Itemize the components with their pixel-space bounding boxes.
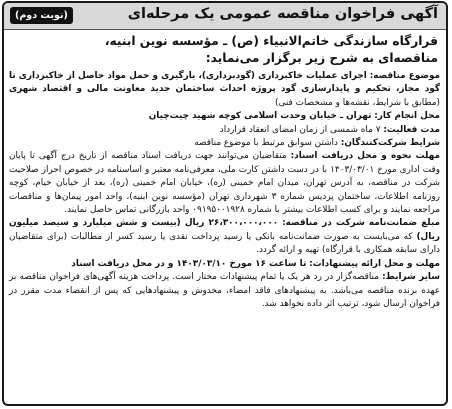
bidder-conditions-label: شرایط شرکت‌کنندگان: xyxy=(340,138,440,149)
duration-text: ۷ ماه شمسی از زمان امضای انعقاد قرارداد xyxy=(219,124,381,135)
notice-body xyxy=(9,70,440,401)
subject-note: (مطابق با شرایط، نقشه‌ها و مشخصات فنی) xyxy=(275,97,440,108)
notice-title: آگهی فراخوان مناقصه عمومی یک مرحله‌ای xyxy=(127,6,438,22)
bidder-conditions-text: داشتن سوابق مرتبط با موضوع مناقصه xyxy=(194,138,338,149)
duration-label: مدت فعالیت: xyxy=(383,124,440,135)
organizer-line-2: مناقصه‌ای به شرح زیر برگزار می‌نماید: xyxy=(205,51,438,65)
tender-notice xyxy=(2,1,448,406)
section-duration xyxy=(9,124,440,137)
other-conditions-label: سایر شرایط: xyxy=(382,272,440,283)
section-guarantee xyxy=(9,217,440,257)
other-conditions-text: مناقصه‌گزار در رد هر یک یا تمام پیشنهادات مختار است. پرداخت هزینه آگهی‌های فراخوان مناقصه بر عهده برنده مناقصه می‌باشد. به پیشنهادهای فاقد امضاء، مخدوش و پیشنهادهایی که پس از انقضاء مدت مقرر در فراخوان ارسال شود، ترتیب اثر داده نخواهد شد. xyxy=(9,272,440,309)
document-receipt-label: مهلت نحوه و محل دریافت اسناد: xyxy=(290,151,441,162)
guarantee-text: که می‌بایست به صورت ضمانت‌نامه بانکی یا رسید پرداخت نقدی یا رسید کسر از مطالبات (برای متقاضیان دارای سابقه همکاری با قرارگاه) تهیه و ارائه گردد. xyxy=(9,231,440,256)
round-badge: (نوبت دوم) xyxy=(10,7,73,24)
section-other-conditions xyxy=(9,271,440,311)
submission-deadline-text: تا ساعت ۱۶ مورخ ۱۴۰۳/۰۳/۱۰ و در محل دریافت اسناد xyxy=(71,258,307,269)
organizer-heading xyxy=(10,33,438,67)
section-document-receipt xyxy=(9,150,440,217)
guarantee-amount: ۲۶،۳۰۰،۰۰۰،۰۰۰ ریال (بیست و شش میلیارد و سیصد میلیون ریال) xyxy=(9,218,441,242)
notice-header xyxy=(4,3,446,30)
section-submission-deadline xyxy=(9,258,440,271)
section-subject xyxy=(9,70,440,110)
section-bidder-conditions xyxy=(9,137,440,150)
subject-label: موضوع مناقصه: xyxy=(369,71,441,81)
section-location xyxy=(9,110,440,123)
document-receipt-text: متقاضیان می‌توانند جهت دریافت اسناد مناقصه از تاریخ درج آگهی تا پایان وقت اداری مورخ ۱۴۰۳/۰۳/۰۱ با در دست داشتن کارت ملی، معرفی‌نامه معتبر و اساسنامه در خصوص احراز صلاحیت شرکت در مناقصه، به آدرس تهران، میدان امام خمینی (ره)، خیابان امام خمینی (ره)، بعد از خیابان خیام، کوچه روزنامه اطلاعات، ساختمان پردیس شماره ۳ شهرداری تهران (مؤسسه نوین ابنیه)، واحد امور پیمان‌ها و مناقصات مراجعه نمایند و برای کسب اطلاعات بیشتر با شماره ۰۹۱۹۵۰۰۱۹۲۸ واحد بازرگانی تماس حاصل نمایند. xyxy=(9,151,440,216)
organizer-line-1: قرارگاه سازندگی خاتم‌الانبیاء (ص) ـ مؤسسه نوین ابنیه، xyxy=(104,34,438,48)
location-label: محل انجام کار: xyxy=(374,111,440,122)
location-text: تهران ـ خیابان وحدت اسلامی کوچه شهید چیت‌چیان xyxy=(148,111,372,122)
subject-text: اجرای عملیات خاکبرداری (گودبرداری)، بارگیری و حمل مواد حاصل از خاکبرداری تا گود مجاز، تحکیم و پایدارسازی گود پروژه احداث ساختمان جدید معاونت مالی و اقتصاد شهری xyxy=(9,71,440,95)
submission-deadline-label: مهلت و محل ارائه پیشنهادات: xyxy=(309,258,440,269)
guarantee-label: مبلغ ضمانت‌نامه شرکت در مناقصه: xyxy=(282,218,441,229)
